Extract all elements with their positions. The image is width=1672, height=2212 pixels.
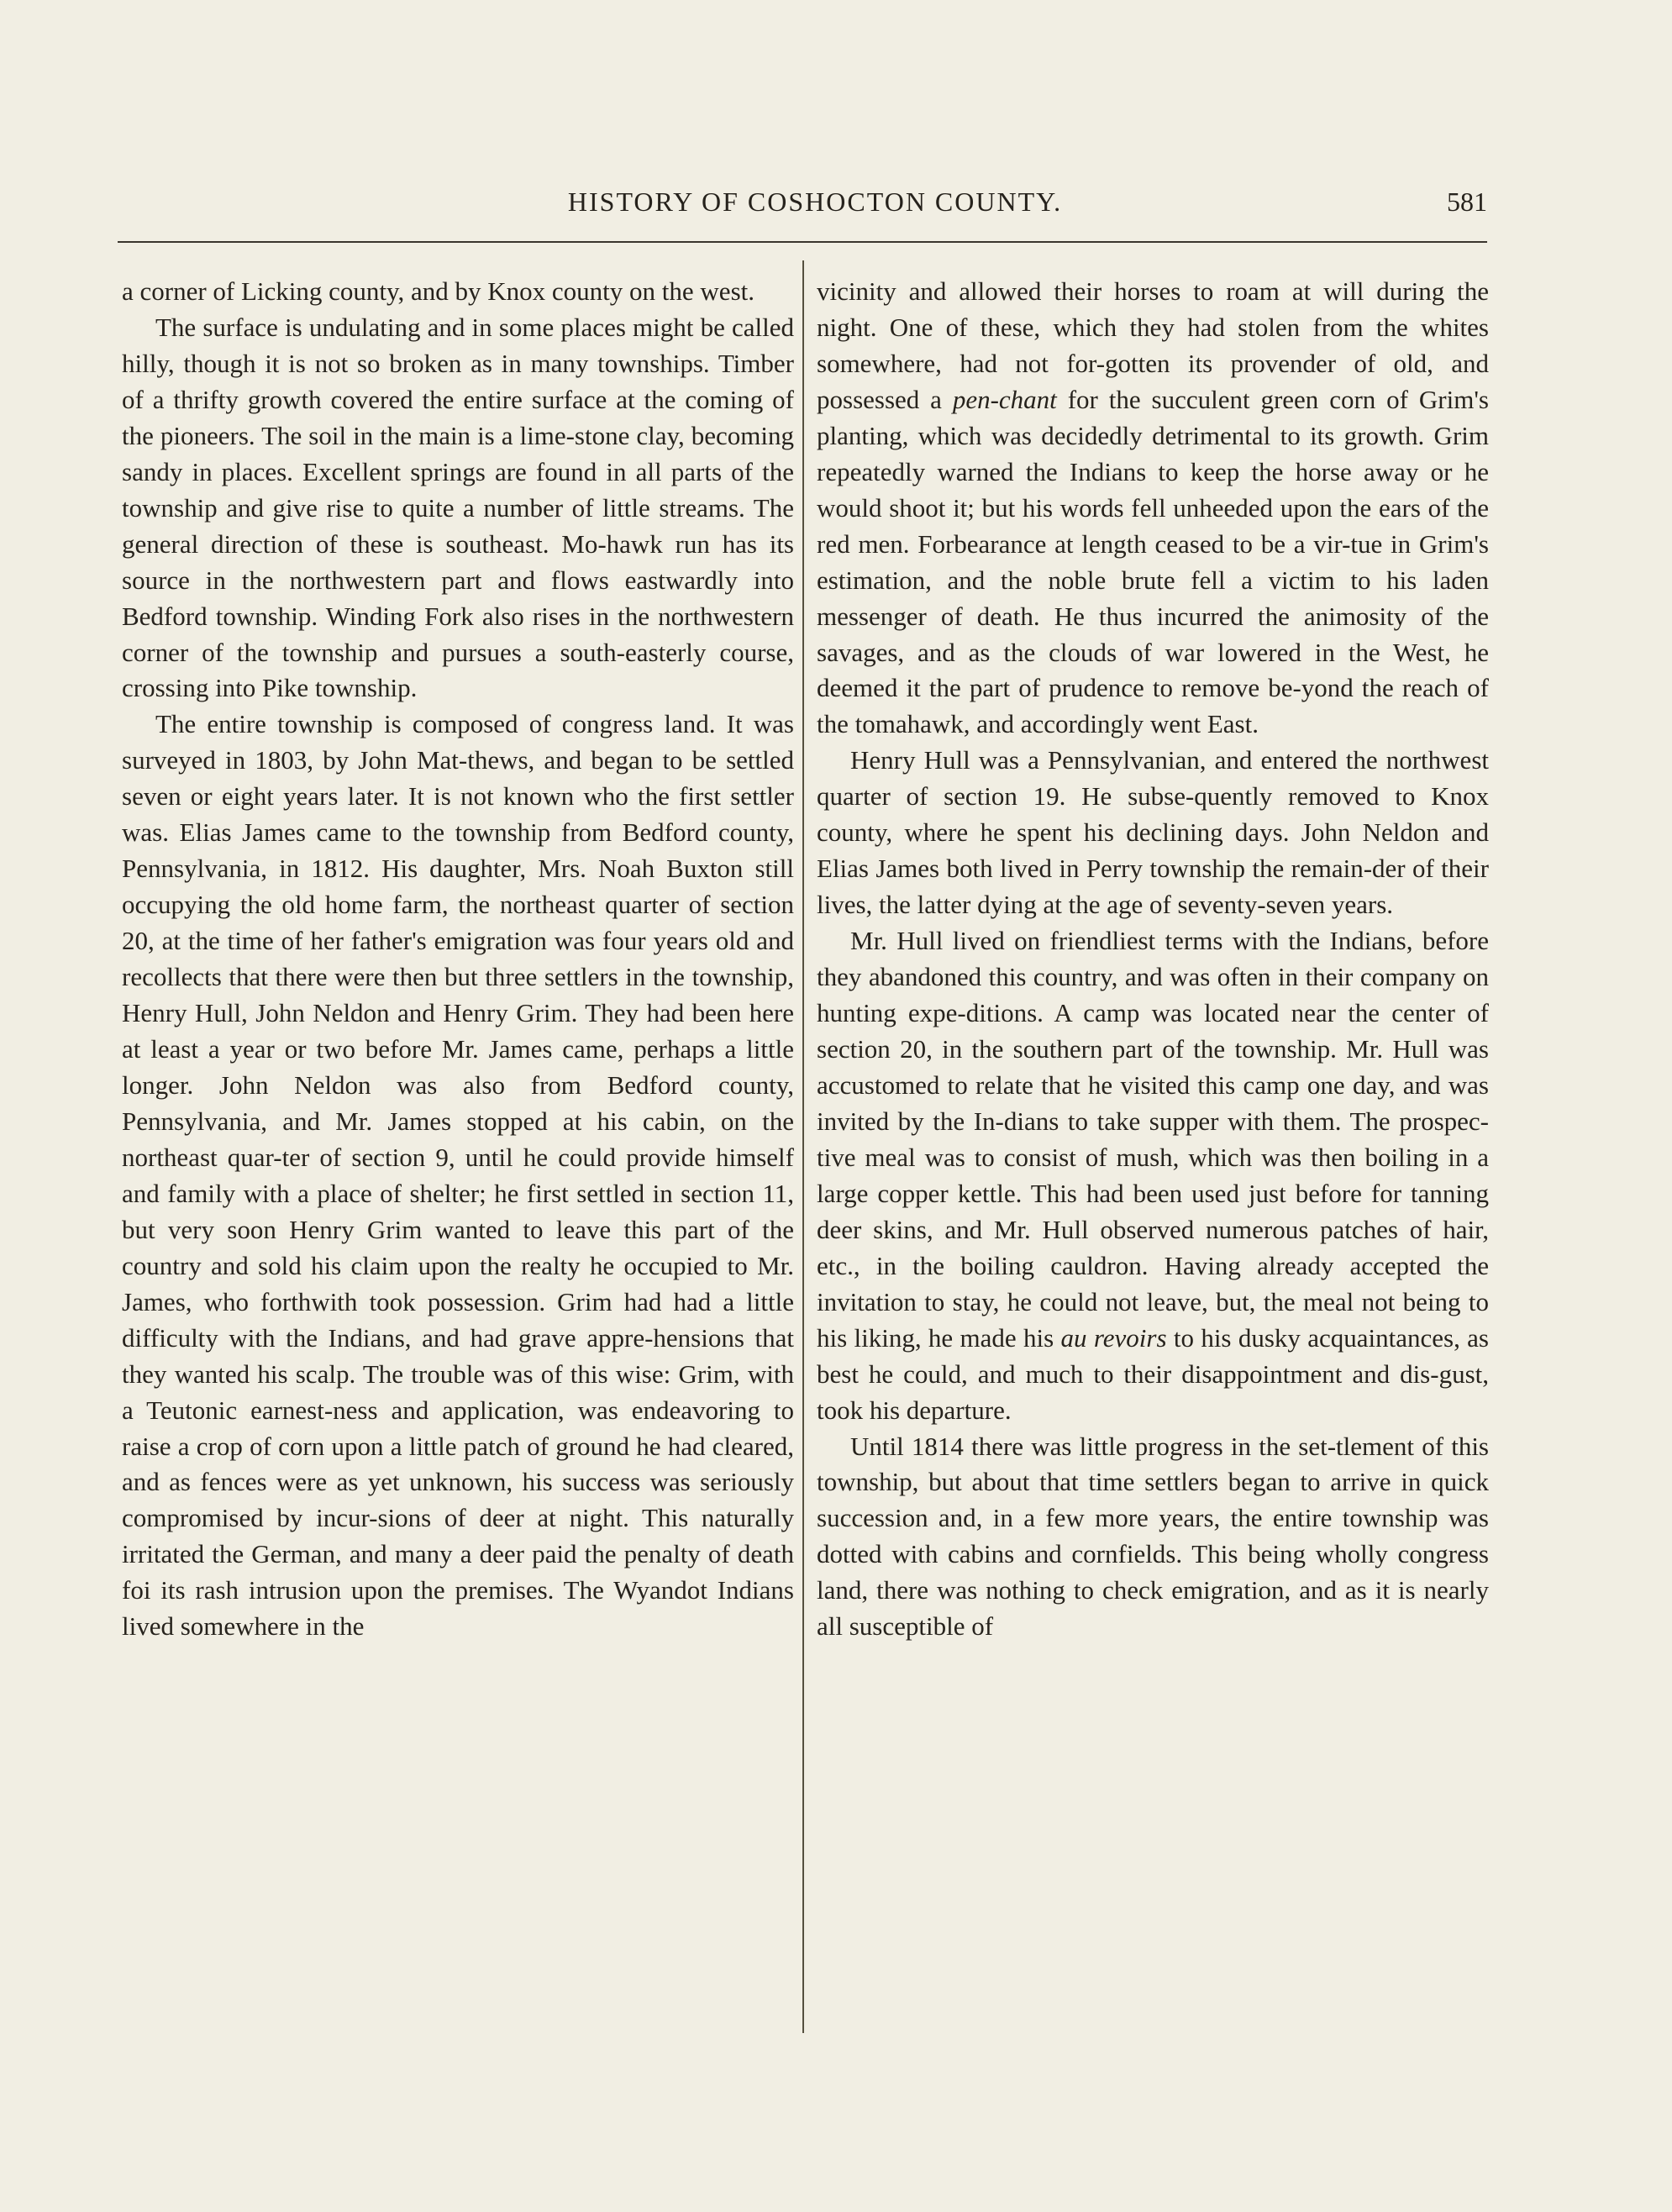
paragraph: The entire township is composed of congress land. It was surveyed in 1803, by John Mat-thews, and began to be settled seven or eight years later. It is not known who the first settler was. Elias James came to the township from Bedford county, Pennsylvania, in 1812. His daughter, Mrs. Noah Buxton still occupying the old home farm, the northeast quarter of section 20, at the time of her father's emigration was four years old and recollects that there were then but three settlers in the township, Henry Hull, John Neldon and Henry Grim. They had been here at least a year or two before Mr. James came, perhaps a little longer. John Neldon was also from Bedford county, Pennsylvania, and Mr. James stopped at his cabin, on the northeast quar-ter of section 9, until he could provide himself and family with a place of shelter; he first settled in section 11, but very soon Henry Grim wanted to leave this part of the country and sold his claim upon the realty he occupied to Mr. James, who forthwith took possession. Grim had had a little difficulty with the Indians, and had grave appre-hensions that they wanted his scalp. The trouble was of this wise: Grim, with a Teutonic earnest-ness and application, was endeavoring to raise a crop of corn upon a little patch of ground he had cleared, and as fences were as yet unknown, his success was seriously compromised by incur-sions of deer at night. This naturally irritated the German, and many a deer paid the penalty of death foi its rash intrusion upon the premises. The Wyandot Indians lived somewhere in the xyxy=(122,709,794,1642)
italic-text: pen-chant xyxy=(952,384,1057,414)
paragraph: The surface is undulating and in some places might be called hilly, though it is not so broken as in many townships. Timber of a thrifty growth covered the entire surface at the coming of the pioneers. The soil in the main is a lime-stone clay, becoming sandy in places. Excellent springs are found in all parts of the township and give rise to quite a number of little streams. The general direction of these is southeast. Mo-hawk run has its source in the northwestern part and flows eastwardly into Bedford township. Winding Fork also rises in the northwestern corner of the township and pursues a south-easterly course, crossing into Pike township. xyxy=(122,312,794,703)
italic-text: au revoirs xyxy=(1060,1322,1167,1353)
right-column xyxy=(817,274,1489,1645)
page-number: 581 xyxy=(1447,187,1487,217)
paragraph: Until 1814 there was little progress in the set-tlement of this township, but about that time settlers began to arrive in quick succession and, in a few more years, the entire township was dotted with cabins and cornfields. This being wholly congress land, there was nothing to check emigration, and as it is nearly all susceptible of xyxy=(817,1431,1489,1642)
paragraph: Henry Hull was a Pennsylvanian, and entered the northwest quarter of section 19. He subse-quently removed to Knox county, where he spent his declining days. John Neldon and Elias James both lived in Perry township the remain-der of their lives, the latter dying at the age of seventy-seven years. xyxy=(817,745,1489,920)
paragraph: a corner of Licking county, and by Knox county on the west. xyxy=(122,276,755,306)
header-rule xyxy=(118,241,1487,243)
column-divider xyxy=(802,260,804,2033)
left-column xyxy=(122,274,794,1645)
text-run: for the succulent green corn of Grim's planting, which was decidedly detrimental to its growth. Grim repeatedly warned the Indians to keep the horse away or he would shoot it; but his words fell unheeded upon the ears of the red men. Forbearance at length ceased to be a vir-tue in Grim's estimation, and the noble brute fell a victim to his laden messenger of death. He thus incurred the animosity of the savages, and as the clouds of war lowered in the West, he deemed it the part of prudence to remove be-yond the reach of the tomahawk, and accordingly went East. xyxy=(817,384,1489,739)
paragraph xyxy=(817,274,1489,743)
text-run: to his dusky acquaintances, as best he could, and much to their disappointment and dis-gust, took his departure. xyxy=(817,1322,1489,1425)
text-run: Mr. Hull lived on friendliest terms with the Indians, before they abandoned this country, and was often in their company on hunting expe-ditions. A camp was located near the center of section 20, in the southern part of the township. Mr. Hull was accustomed to relate that he visited this camp one day, and was invited by the In-dians to take supper with them. The prospec-tive meal was to consist of mush, which was then boiling in a large copper kettle. This had been used just before for tanning deer skins, and Mr. Hull observed numerous patches of hair, etc., in the boiling cauldron. Having already accepted the invitation to stay, he could not leave, but, the meal not being to his liking, he made his xyxy=(817,926,1489,1353)
text-run: vicinity and allowed their horses to roam at will during the night. One of these, which they had stolen from the whites somewhere, had not for-gotten its provender of old, and possessed a xyxy=(817,276,1489,414)
page-header xyxy=(0,187,1672,229)
paragraph xyxy=(817,923,1489,1428)
running-title: HISTORY OF COSHOCTON COUNTY. xyxy=(567,187,1063,217)
